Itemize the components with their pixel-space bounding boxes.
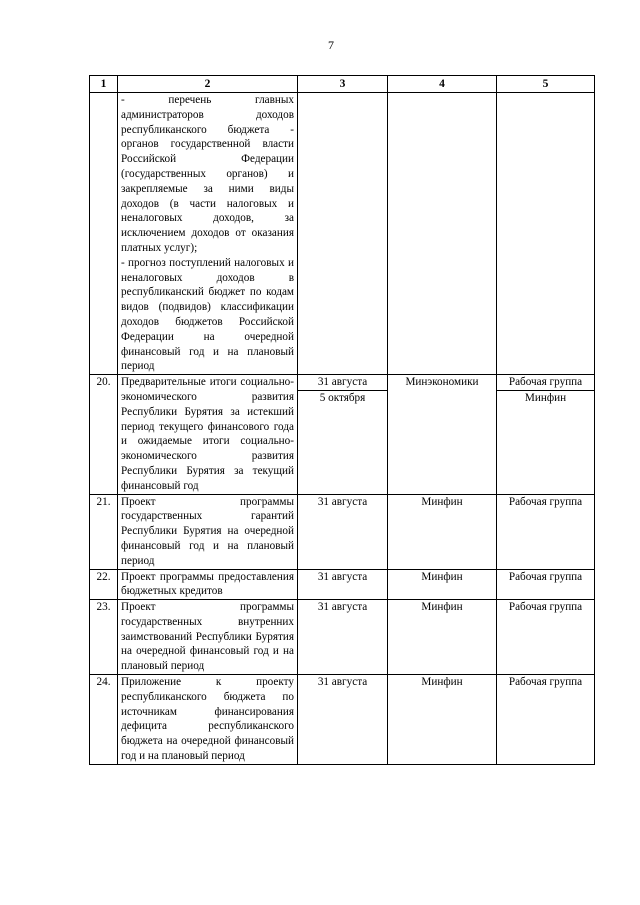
row-name: Предварительные итоги социально-экономического развития Республики Бурятия за истекший период текущего финансового года и ожидаемые итоги социально-экономического развития Республики Бурятия за текущий финансовый год (118, 375, 298, 494)
row-number: 20. (90, 375, 118, 494)
table-row (90, 600, 595, 675)
row-date: 31 августа (298, 675, 388, 765)
row-name: Проект программы государственных внутренних заимствований Республики Бурятия на очередной финансовый год и на плановый период (118, 600, 298, 675)
row-recipient-secondary: Минфин (497, 390, 594, 406)
column-header-3: 3 (298, 76, 388, 93)
row-date: 31 августа (298, 600, 388, 675)
row-number (90, 93, 118, 375)
row-responsible: Минфин (388, 600, 497, 675)
table-row-continuation (90, 93, 595, 375)
table-row (90, 569, 595, 600)
row-responsible: Минэкономики (388, 375, 497, 494)
row-date-primary: 31 августа (317, 376, 368, 389)
row-recipient: Рабочая группа (497, 675, 595, 765)
table-row (90, 375, 595, 494)
row-name: Проект программы предоставления бюджетных кредитов (118, 569, 298, 600)
row-date (298, 93, 388, 375)
table-row (90, 675, 595, 765)
row-number: 21. (90, 494, 118, 569)
row-responsible: Минфин (388, 675, 497, 765)
row-date: 31 августа (298, 494, 388, 569)
row-recipient: Рабочая группа (497, 600, 595, 675)
row-name-paragraph: - прогноз поступлений налоговых и неналоговых доходов в республиканский бюджет по кодам видов (подвидов) классификации доходов бюджетов Российской Федерации на очередной финансовый год и на плановый период (121, 256, 294, 373)
column-header-5: 5 (497, 76, 595, 93)
table-row (90, 494, 595, 569)
page-number: 7 (328, 38, 334, 52)
row-recipient-primary: Рабочая группа (508, 376, 583, 389)
column-header-2: 2 (118, 76, 298, 93)
row-name (118, 93, 298, 375)
row-recipient: Рабочая группа (497, 494, 595, 569)
row-responsible (388, 93, 497, 375)
row-number: 24. (90, 675, 118, 765)
row-name: Проект программы государственных гарантий Республики Бурятия на очередной финансовый год и на плановый период (118, 494, 298, 569)
row-name: Приложение к проекту республиканского бюджета по источникам финансирования дефицита республиканского бюджета на очередной финансовый год и на плановый период (118, 675, 298, 765)
row-date-secondary: 5 октября (298, 390, 387, 406)
row-recipient: Рабочая группа (497, 569, 595, 600)
column-header-4: 4 (388, 76, 497, 93)
row-number: 23. (90, 600, 118, 675)
row-name-paragraph: - перечень главных администраторов доходов республиканского бюджета - органов государственной власти Российской Федерации (государственных органов) и закрепляемые за ними виды доходов (в части налоговых и неналоговых доходов, за исключением доходов от оказания платных услуг); (121, 94, 294, 254)
row-number: 22. (90, 569, 118, 600)
row-recipient (497, 375, 595, 494)
schedule-table (89, 75, 595, 765)
row-recipient (497, 93, 595, 375)
row-responsible: Минфин (388, 494, 497, 569)
column-header-1: 1 (90, 76, 118, 93)
row-responsible: Минфин (388, 569, 497, 600)
table-header-row (90, 76, 595, 93)
row-date (298, 375, 388, 494)
row-date: 31 августа (298, 569, 388, 600)
